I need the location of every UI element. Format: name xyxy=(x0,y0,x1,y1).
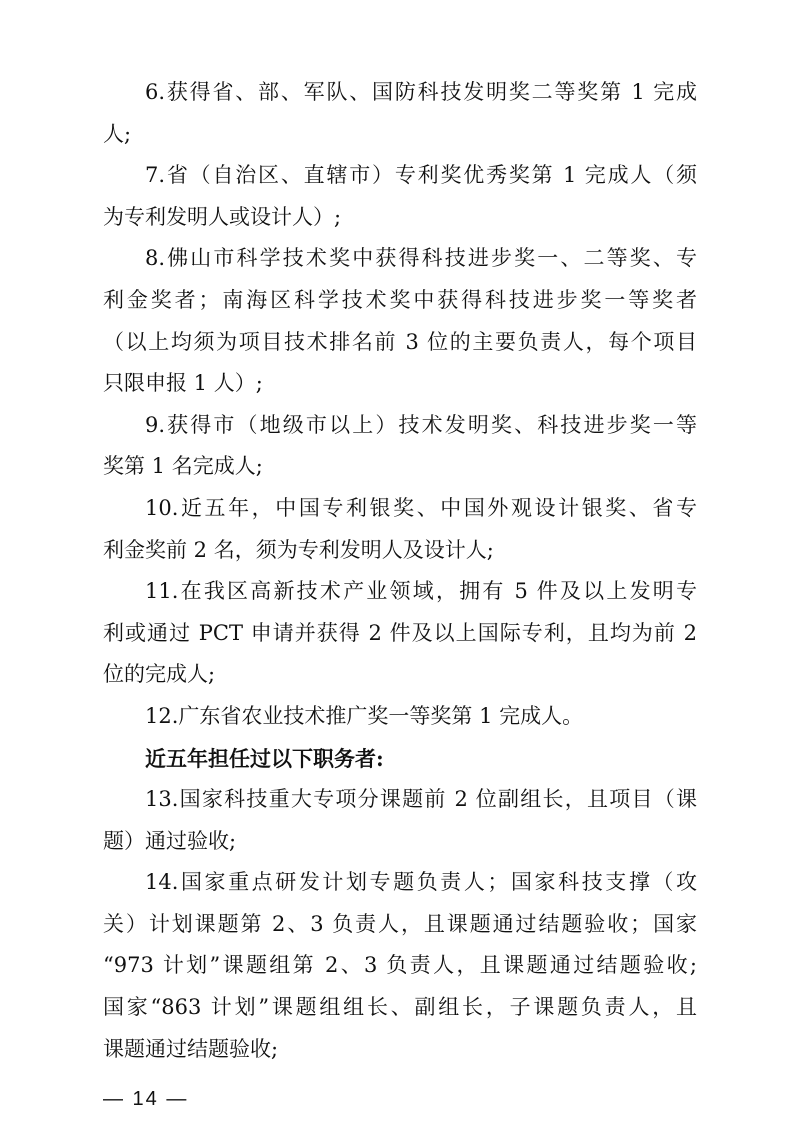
text-line: 关）计划课题第 2、3 负责人，且课题通过结题验收；国家 xyxy=(103,911,697,936)
text-line: 只限申报 1 人）; xyxy=(103,371,263,396)
section-heading xyxy=(103,738,697,780)
text-line: 10.近五年，中国专利银奖、中国外观设计银奖、省专 xyxy=(145,495,697,520)
text-line: 利或通过 PCT 申请并获得 2 件及以上国际专利，且均为前 2 xyxy=(103,620,697,645)
text-line: （以上均须为项目技术排名前 3 位的主要负责人，每个项目 xyxy=(103,329,697,354)
list-item-paragraph xyxy=(103,696,697,738)
list-item-paragraph xyxy=(103,779,697,862)
text-line: 12.广东省农业技术推广奖一等奖第 1 完成人。 xyxy=(145,703,584,728)
text-line: 11.在我区高新技术产业领域，拥有 5 件及以上发明专 xyxy=(145,579,697,604)
text-line: 13.国家科技重大专项分课题前 2 位副组长，且项目（课 xyxy=(145,787,697,812)
text-line: 人; xyxy=(103,121,132,146)
text-line: 奖第 1 名完成人; xyxy=(103,454,263,479)
list-item-paragraph xyxy=(103,862,697,1070)
text-line: 8.佛山市科学技术奖中获得科技进步奖一、二等奖、专 xyxy=(145,246,697,271)
text-line: 题）通过验收; xyxy=(103,828,237,853)
text-line: 利金奖前 2 名，须为专利发明人及设计人; xyxy=(103,537,494,562)
document-body xyxy=(103,72,697,1070)
text-line: 为专利发明人或设计人）; xyxy=(103,204,342,229)
text-line: 6.获得省、部、军队、国防科技发明奖二等奖第 1 完成 xyxy=(145,80,697,104)
text-line: 利金奖者；南海区科学技术奖中获得科技进步奖一等奖者 xyxy=(103,287,697,312)
list-item-paragraph xyxy=(103,238,697,404)
list-item-paragraph xyxy=(103,72,697,155)
list-item-paragraph xyxy=(103,155,697,238)
text-line: 14.国家重点研发计划专题负责人；国家科技支撑（攻 xyxy=(145,870,697,895)
text-line: 课题通过结题验收; xyxy=(103,1036,279,1061)
text-line: 7.省（自治区、直辖市）专利奖优秀奖第 1 完成人（须 xyxy=(145,163,697,188)
text-line: 位的完成人; xyxy=(103,662,216,687)
text-line: 国家“863 计划”课题组组长、副组长，子课题负责人，且 xyxy=(103,995,697,1020)
text-line: 近五年担任过以下职务者: xyxy=(145,745,384,771)
list-item-paragraph xyxy=(103,488,697,571)
list-item-paragraph xyxy=(103,405,697,488)
page-number: — 14 — xyxy=(103,1088,189,1110)
text-line: “973 计划”课题组第 2、3 负责人，且课题通过结题验收; xyxy=(103,953,697,978)
list-item-paragraph xyxy=(103,571,697,696)
text-line: 9.获得市（地级市以上）技术发明奖、科技进步奖一等 xyxy=(145,412,697,437)
